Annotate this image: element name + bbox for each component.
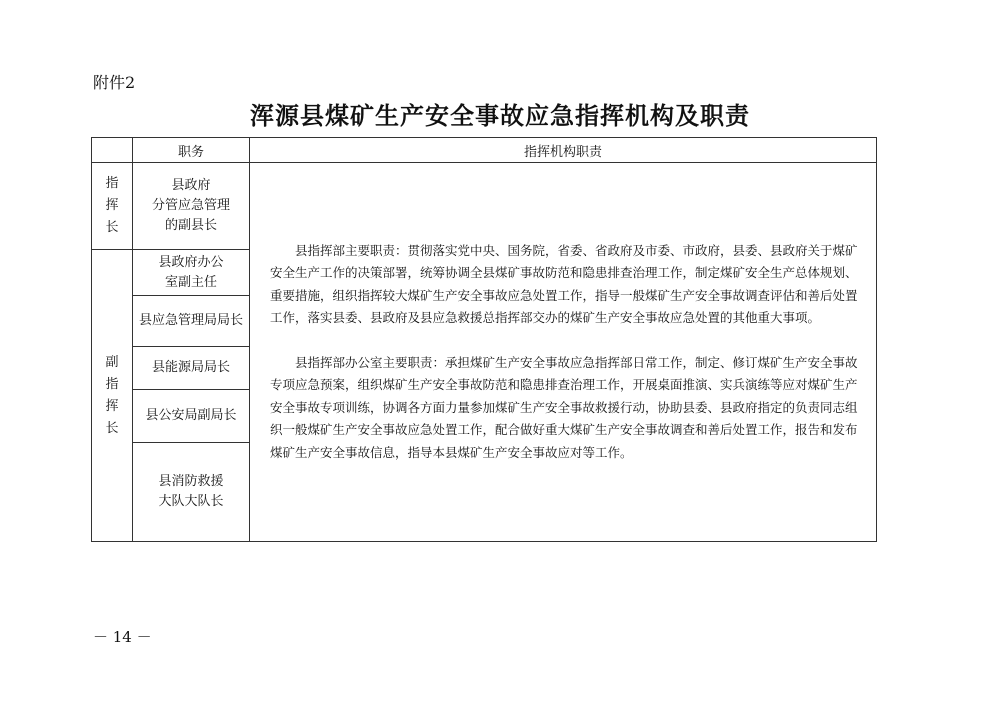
position-deputy-5: 县消防救援 大队大队长 [133,443,250,542]
position-deputy-2: 县应急管理局局长 [133,296,250,347]
position-deputy-4: 县公安局副局长 [133,390,250,443]
table-header-row [92,138,877,163]
header-duties: 指挥机构职责 [250,138,877,163]
page-title: 浑源县煤矿生产安全事故应急指挥机构及职责 [250,101,750,130]
header-blank [92,138,133,163]
page-number: － 14 － [93,628,152,646]
command-structure-table [91,137,877,542]
role-commander-text: 指 挥 长 [105,176,119,235]
position-deputy-1: 县政府办公 室副主任 [133,250,250,296]
role-deputy: 副 指 挥 长 [92,250,133,542]
duties-cell [250,163,877,542]
attachment-label: 附件2 [93,73,136,92]
position-commander: 县政府 分管应急管理 的副县长 [133,163,250,250]
role-commander [92,163,133,250]
duties-paragraph: 县指挥部主要职责：贯彻落实党中央、国务院，省委、省政府及市委、市政府，县委、县政府关于煤矿安全生产工作的决策部署，统筹协调全县煤矿事故防范和隐患排查治理工作，制定煤矿安全生产总体规划、重要措施，组织指挥较大煤矿生产安全事故应急处置工作，指导一般煤矿生产安全事故调查评估和善后处置工作，落实县委、县政府及县应急救援总指挥部交办的煤矿生产安全事故应急处置的其他重大事项。 [270,242,858,326]
position-deputy-3: 县能源局局长 [133,347,250,390]
duties-paragraph: 县指挥部办公室主要职责：承担煤矿生产安全事故应急指挥部日常工作，制定、修订煤矿生产安全事故专项应急预案，组织煤矿生产安全事故防范和隐患排查治理工作，开展桌面推演、实兵演练等应对煤矿生产安全事故专项训练，协调各方面力量参加煤矿生产安全事故救援行动，协助县委、县政府指定的负责同志组织一般煤矿生产安全事故应急处置工作，配合做好重大煤矿生产安全事故调查和善后处置工作，报告和发布煤矿生产安全事故信息，指导本县煤矿生产安全事故应对等工作。 [270,354,858,460]
header-position: 职务 [133,138,250,163]
table-row [92,163,877,250]
